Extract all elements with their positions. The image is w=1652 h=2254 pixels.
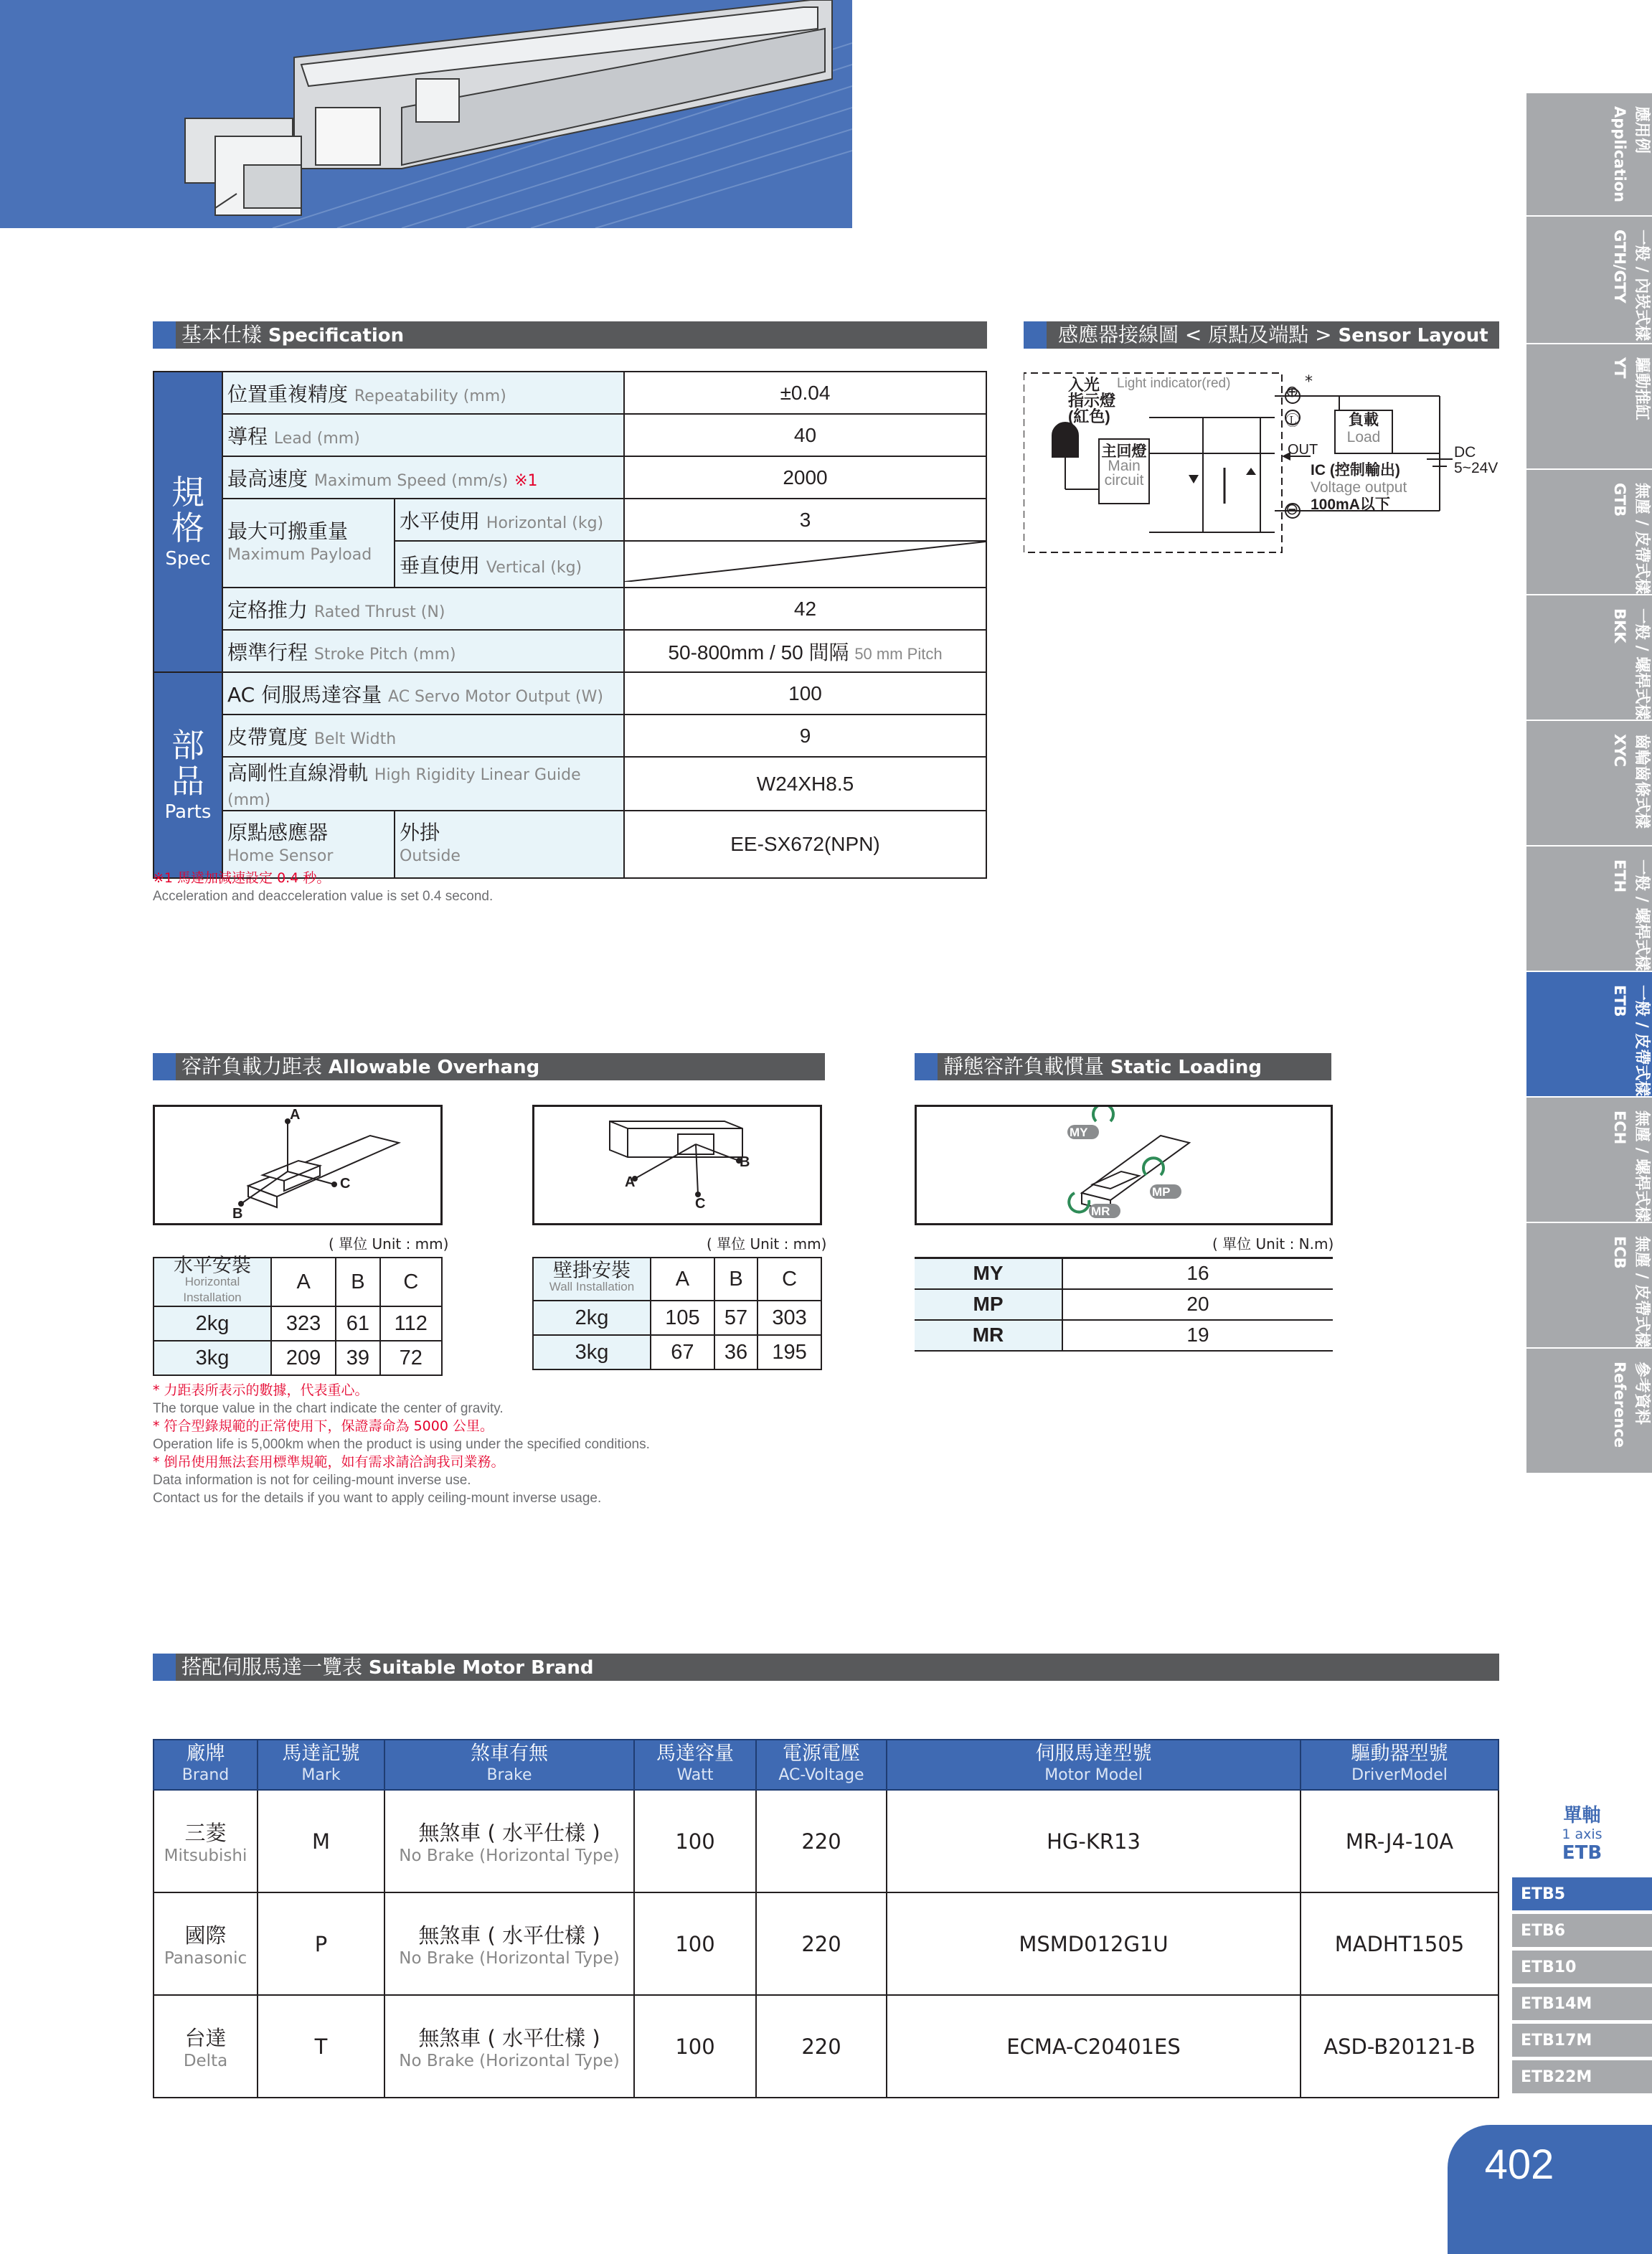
fig-label-a: A [290, 1107, 301, 1123]
load-label: 負載 Load [1346, 412, 1381, 445]
tab-label-zh: 一般 / 皮帶式樣 [1633, 985, 1651, 1097]
table-row: MR 19 [915, 1320, 1333, 1351]
table-row: 國際 Panasonic P 無煞車 ( 水平仕樣 ) No Brake (Horizontal Type) 100 220 MSMD012G1U MADHT1505 [154, 1892, 1498, 1995]
table-row: 台達 Delta T 無煞車 ( 水平仕樣 ) No Brake (Horizontal Type) 100 220 ECMA-C20401ES ASD-B20121-B [154, 1995, 1498, 2098]
mr-badge: MR [1091, 1204, 1110, 1218]
row-thrust-label: 定格推力 Rated Thrust (N) [222, 588, 624, 630]
row-speed-label: 最高速度 Maximum Speed (mm/s) ※1 [222, 456, 624, 499]
star-mark: * [1305, 373, 1313, 391]
motor-title-en: Suitable Motor Brand [368, 1657, 594, 1679]
spec-group-label [154, 372, 222, 672]
tab-label-zh: 一般 / 內崁式樣 [1633, 230, 1651, 341]
tab-label-zh: 無塵 / 皮帶式樣 [1633, 483, 1651, 595]
tab-label-zh: 齒輪齒條式樣 [1633, 734, 1651, 829]
motor-header-row: 廠牌 Brand 馬達記號 Mark 煞車有無 Brake 馬達容量 Watt 電源電壓 AC-Voltage 伺服馬達型號 Motor Model 驅動器型號 DriverModel [154, 1740, 1498, 1790]
row-guide-label: 高剛性直線滑軌 High Rigidity Linear Guide (mm) [222, 757, 624, 811]
sidebar-tab-xyc[interactable] [1526, 721, 1652, 847]
spec-table [153, 371, 987, 879]
table-row: 2kg 323 61 112 [154, 1306, 442, 1341]
col-a: A [271, 1258, 336, 1306]
wall-overhang-table [532, 1257, 822, 1370]
sensor-title-zh: 感應器接線圖 < 原點及端點 > [1058, 323, 1332, 346]
na-diagonal-line [625, 542, 986, 582]
wall-overhang-figure [532, 1105, 822, 1225]
tab-label-zh: 無塵 / 螺桿式樣 [1633, 1111, 1651, 1222]
plus-terminal: ⊕ [1285, 383, 1299, 401]
tab-label-en: XYC [1611, 734, 1628, 768]
row-sensor-value: EE-SX672(NPN) [624, 811, 986, 878]
row-servo-label: AC 伺服馬達容量 AC Servo Motor Output (W) [222, 672, 624, 715]
moment-title-en: Static Loading Moment [943, 1057, 1262, 1106]
row-guide-value: W24XH8.5 [624, 757, 986, 811]
moment-section-header [915, 1053, 1331, 1106]
tab-label-en: ETB [1611, 985, 1628, 1017]
light-indicator-en: Light indicator(red) [1117, 376, 1231, 391]
col-b: B [714, 1258, 757, 1301]
row-belt-label: 皮帶寬度 Belt Width [222, 715, 624, 757]
row-stroke-value: 50-800mm / 50 間隔 50 mm Pitch [624, 630, 986, 672]
tab-label-en: ETH [1611, 859, 1628, 893]
sidebar-tab-yt[interactable] [1526, 344, 1652, 470]
tab-label-en: ECB [1611, 1236, 1628, 1269]
minus-terminal: ⊖ [1285, 501, 1299, 519]
horizontal-unit: ( 單位 Unit : mm) [329, 1235, 449, 1253]
model-tab-etb22m[interactable]: ETB22M [1512, 2060, 1652, 2095]
row-payload-v-value [624, 541, 986, 588]
model-tab-etb10[interactable]: ETB10 [1512, 1951, 1652, 1985]
tab-label-zh: 一般 / 螺桿式樣 [1633, 859, 1651, 971]
group-parts-zh: 部品 [171, 726, 204, 801]
motor-table [153, 1739, 1499, 2098]
spec-note-zh: ※1 馬達加減速設定 0.4 秒。 [153, 870, 331, 886]
sensor-section-header [1024, 321, 1499, 349]
tab-label-en: Reference [1611, 1362, 1628, 1448]
parts-group-label [154, 672, 222, 878]
hero-product-image [0, 0, 852, 228]
wall-head: 壁掛安裝 Wall Installation [533, 1258, 651, 1301]
col-b: B [336, 1258, 379, 1306]
row-thrust-value: 42 [624, 588, 986, 630]
row-repeat-value: ±0.04 [624, 372, 986, 414]
table-row: MY 16 [915, 1258, 1333, 1289]
page-number-tab [1448, 2125, 1652, 2254]
col-c: C [757, 1258, 821, 1301]
col-c: C [380, 1258, 442, 1306]
moment-figure [915, 1105, 1333, 1225]
tab-label-en: BKK [1611, 608, 1628, 643]
page-number: 402 [1484, 2141, 1554, 2188]
overhang-notes: * 力距表所表示的數據，代表重心。 The torque value in the chart indicate the center of gravity. * 符合型錄規範的正常使用下，保證壽命為 5000 公里。 Operation life is 5,000km when the product is using under the specified conditions. * 倒吊使用無法套用標準規範，如有需求請洽詢我司業務。 Data information is not for ceiling-mount inverse use. Contact us for the details if you want to apply ceiling-mount inverse usage. [153, 1382, 650, 1506]
tab-label-en: ECH [1611, 1111, 1628, 1145]
sensor-wiring-diagram [1024, 367, 1511, 554]
table-row: 2kg 105 57 303 [533, 1301, 821, 1335]
row-sensor-label: 原點感應器 Home Sensor [222, 811, 395, 878]
row-payload-label: 最大可搬重量 Maximum Payload [222, 499, 395, 588]
row-repeat-label: 位置重複精度 Repeatability (mm) [222, 372, 624, 414]
spec-section-header [153, 321, 987, 349]
col-a: A [651, 1258, 714, 1301]
motor-title-zh: 搭配伺服馬達一覽表 [181, 1655, 363, 1679]
fig-label-c: C [340, 1176, 351, 1192]
fig-label-b: B [740, 1154, 750, 1170]
model-tab-etb17m[interactable]: ETB17M [1512, 2024, 1652, 2058]
tab-label-en: GTB [1611, 483, 1628, 517]
row-stroke-label: 標準行程 Stroke Pitch (mm) [222, 630, 624, 672]
group-parts-en: Parts [164, 801, 212, 823]
table-row: 3kg 209 39 72 [154, 1341, 442, 1375]
model-tab-etb14m[interactable]: ETB14M [1512, 1987, 1652, 2022]
wall-unit: ( 單位 Unit : mm) [707, 1235, 827, 1253]
fig-label-c: C [695, 1196, 706, 1212]
moment-unit: ( 單位 Unit : N.m) [1212, 1235, 1334, 1253]
light-indicator-label: 入光 指示燈 (紅色) [1068, 376, 1116, 425]
row-payload-h-label: 水平使用 Horizontal (kg) [395, 499, 624, 541]
my-badge: MY [1070, 1126, 1088, 1139]
sidebar-tab-ecb[interactable] [1526, 1223, 1652, 1349]
row-payload-h-value: 3 [624, 499, 986, 541]
horizontal-head: 水平安裝 Horizontal Installation [154, 1258, 271, 1306]
tab-label-en: YT [1611, 357, 1628, 379]
row-lead-label: 導程 Lead (mm) [222, 414, 624, 456]
row-belt-value: 9 [624, 715, 986, 757]
row-lead-value: 40 [624, 414, 986, 456]
table-row: 三菱 Mitsubishi M 無煞車 ( 水平仕樣 ) No Brake (Horizontal Type) 100 220 HG-KR13 MR-J4-10A [154, 1790, 1498, 1892]
overhang-section-header [153, 1053, 825, 1080]
sidebar-tab-bkk[interactable] [1526, 595, 1652, 721]
sidebar-tab-application[interactable] [1526, 93, 1652, 217]
horizontal-overhang-figure [153, 1105, 443, 1225]
overhang-title-en: Allowable Overhang [328, 1057, 540, 1078]
main-circuit-label: 主回燈 Main circuit [1101, 443, 1147, 489]
tab-label-en: Application [1611, 106, 1628, 202]
sidebar-tab-gtb[interactable] [1526, 470, 1652, 595]
model-tab-etb6[interactable]: ETB6 [1512, 1914, 1652, 1948]
table-row: MP 20 [915, 1289, 1333, 1320]
spec-note-en: Acceleration and deacceleration value is set 0.4 second. [153, 889, 494, 904]
tab-label-en: GTH/GTY [1611, 230, 1628, 303]
sidebar-tab-ech[interactable] [1526, 1098, 1652, 1223]
moment-table [915, 1257, 1333, 1352]
row-speed-value: 2000 [624, 456, 986, 499]
horizontal-overhang-table [153, 1257, 443, 1376]
tab-label-zh: 應用例 [1633, 106, 1651, 154]
spec-title-en: Specification [268, 325, 405, 346]
sidebar-tab-reference[interactable] [1526, 1349, 1652, 1474]
spec-title-zh: 基本仕樣 [181, 323, 263, 346]
tab-label-zh: 驅動推缸 [1633, 357, 1651, 421]
row-servo-value: 100 [624, 672, 986, 715]
tab-label-zh: 一般 / 螺桿式樣 [1633, 608, 1651, 720]
l-terminal: Ⓛ [1285, 412, 1300, 429]
row-payload-v-label: 垂直使用 Vertical (kg) [395, 541, 624, 588]
sidebar-tab-eth[interactable] [1526, 847, 1652, 972]
sidebar-tab-etb[interactable] [1526, 972, 1652, 1098]
mp-badge: MP [1152, 1185, 1171, 1199]
fig-label-b: B [232, 1206, 243, 1222]
sidebar-tab-gth-gty[interactable] [1526, 217, 1652, 344]
fig-label-a: A [625, 1174, 636, 1190]
group-spec-en: Spec [165, 548, 211, 570]
tab-label-zh: 無塵 / 皮帶式樣 [1633, 1236, 1651, 1348]
out-label: OUT [1288, 442, 1318, 458]
moment-title-zh: 靜態容許負載慣量 [943, 1055, 1105, 1078]
spec-footnote [153, 869, 493, 905]
model-tab-etb5[interactable]: ETB5 [1512, 1877, 1652, 1912]
overhang-title-zh: 容許負載力距表 [181, 1055, 323, 1078]
dc-supply-label: DC 5~24V [1454, 444, 1498, 476]
ic-output-label: IC (控制輸出) Voltage output 100mA以下 [1311, 462, 1407, 513]
sensor-title-en: Sensor Layout [1338, 325, 1488, 346]
motor-section-header [153, 1654, 1499, 1681]
table-row: 3kg 67 36 195 [533, 1335, 821, 1369]
tab-label-zh: 參考資料 [1633, 1362, 1651, 1425]
group-spec-zh: 規格 [171, 473, 204, 547]
axis-label: 單軸 1 axis ETB [1562, 1805, 1603, 1864]
row-sensor-outside: 外掛 Outside [395, 811, 624, 878]
